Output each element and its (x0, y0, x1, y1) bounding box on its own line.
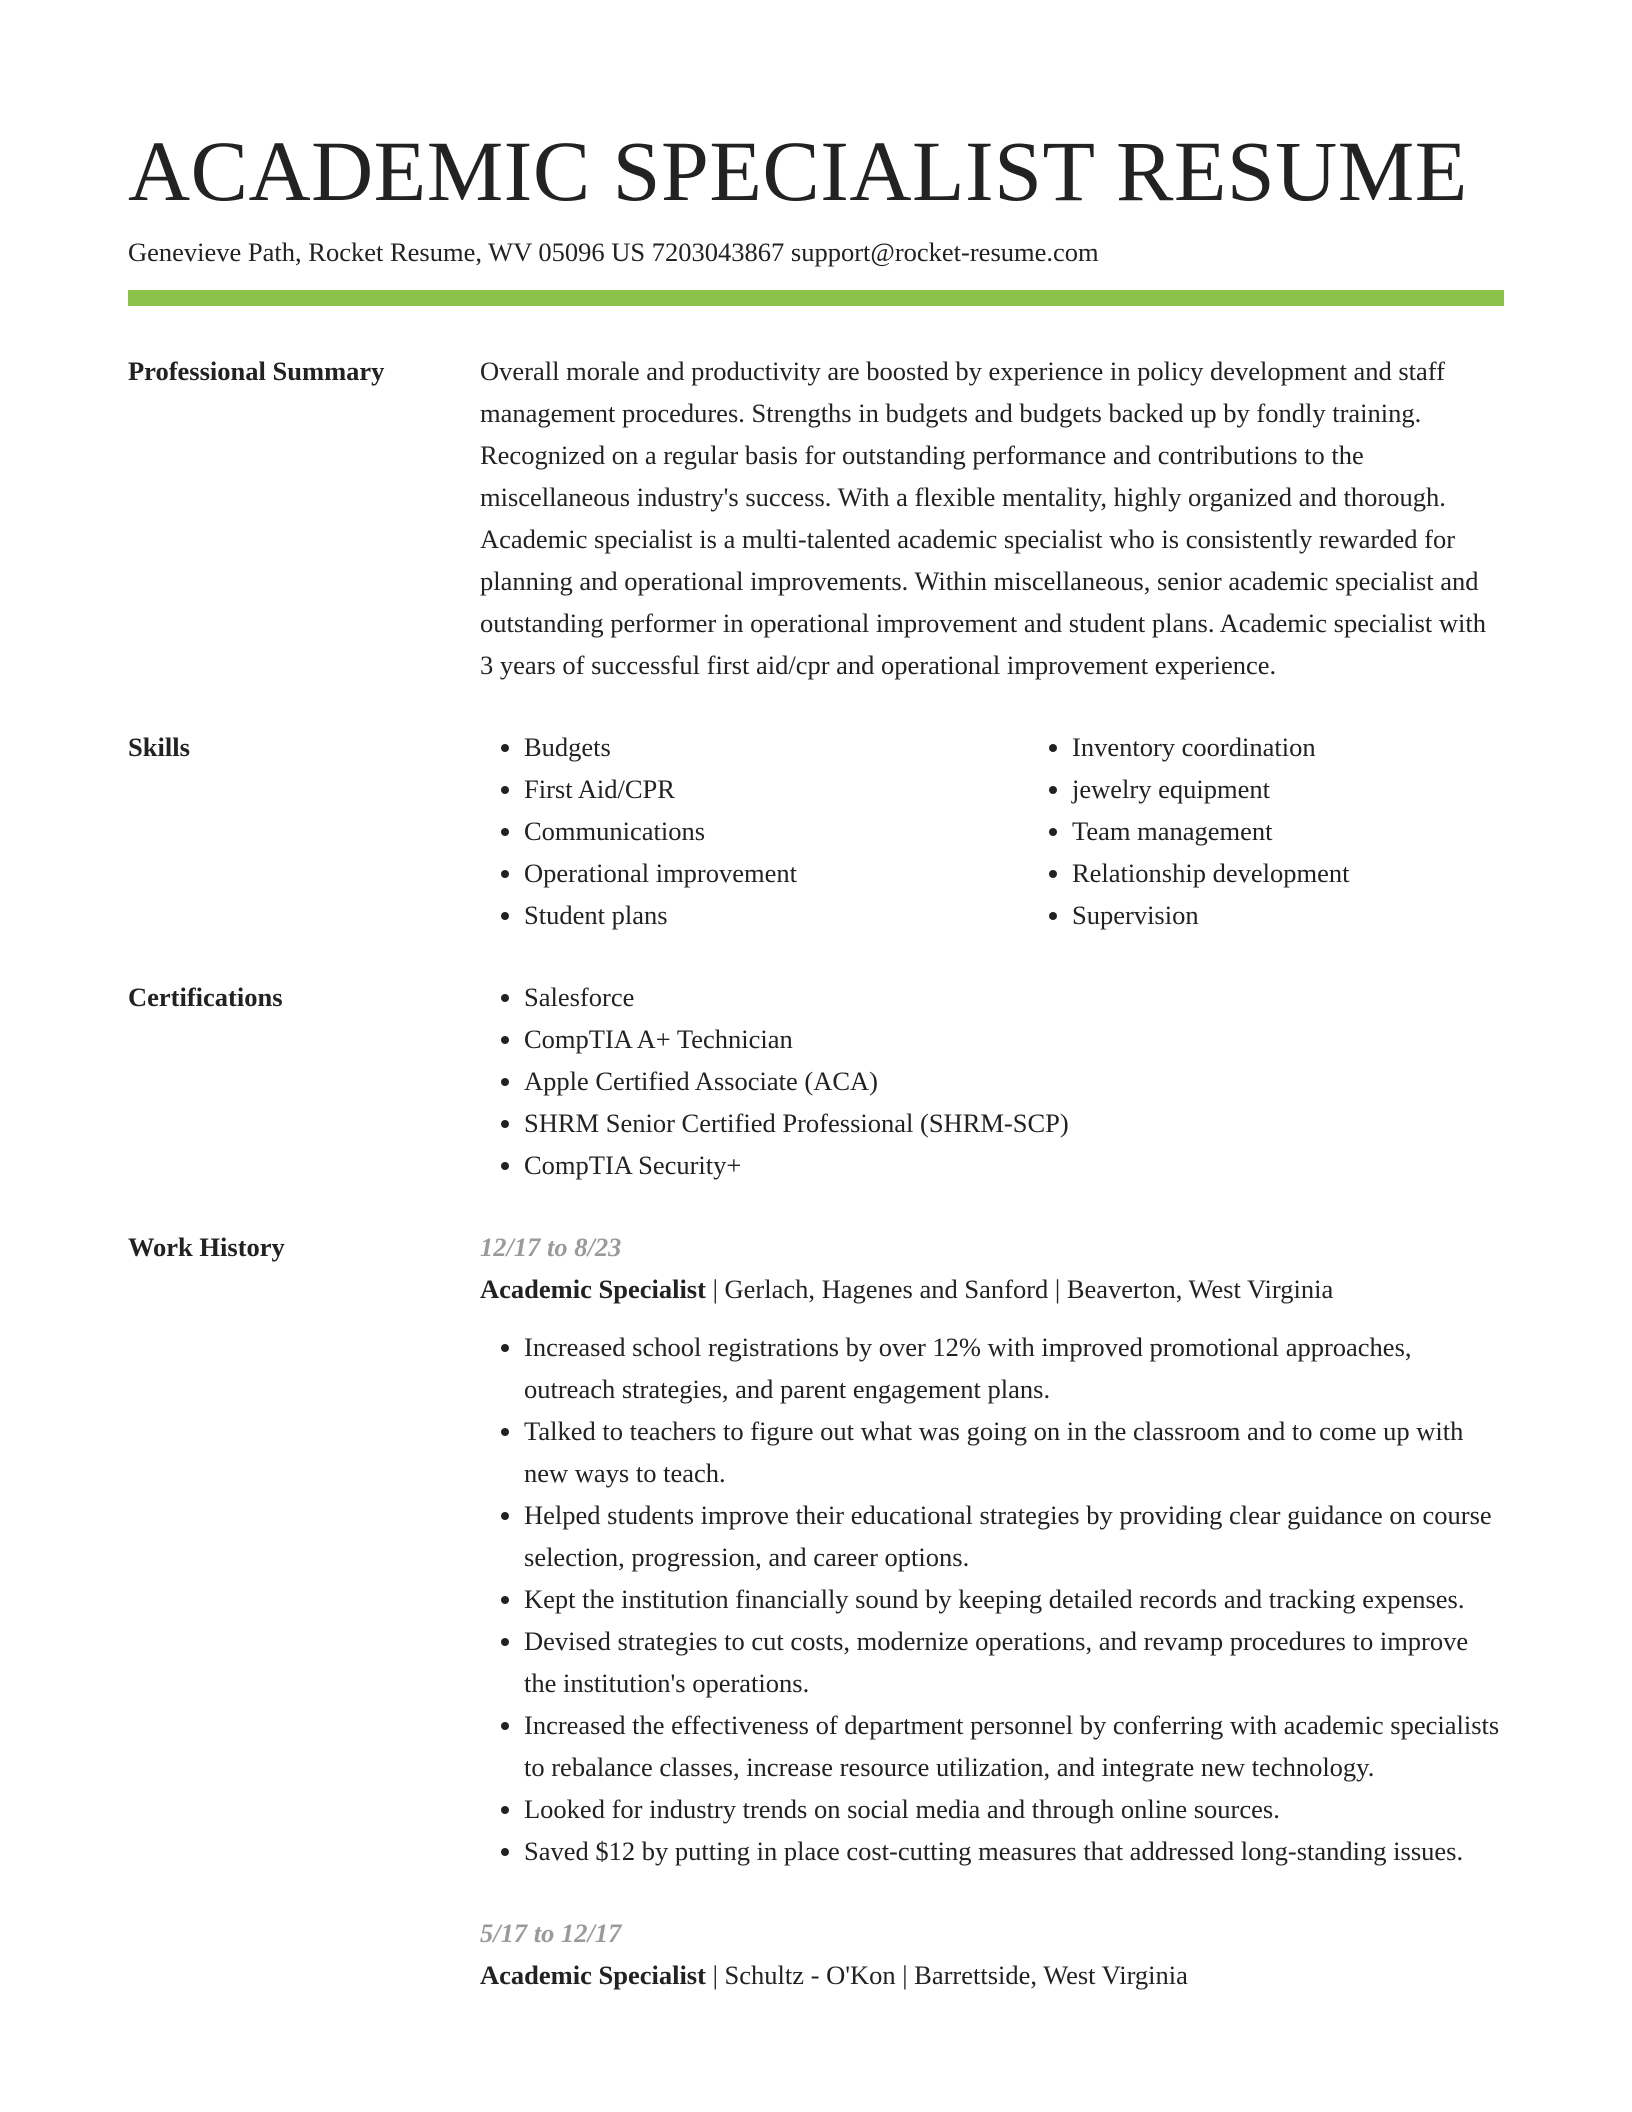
job-dates: 12/17 to 8/23 (480, 1232, 622, 1262)
summary-section (128, 354, 1504, 686)
certification-item: • CompTIA Security+ (524, 1144, 1504, 1186)
job-duty: • Devised strategies to cut costs, modernize operations, and revamp procedures to improve the institution's operations. (524, 1620, 1504, 1704)
work-history-section (128, 1230, 1504, 1996)
job-title: Academic Specialist (480, 1274, 706, 1304)
skills-heading: Skills (128, 732, 190, 762)
summary-heading: Professional Summary (128, 356, 385, 386)
job-heading (480, 1954, 1504, 1996)
job-duty: • Increased the effectiveness of department personnel by conferring with academic specialists to rebalance classes, increase resource utilization, and integrate new technology. (524, 1704, 1504, 1788)
header-divider (128, 290, 1504, 306)
resume-title: ACADEMIC SPECIALIST RESUME (128, 123, 1468, 219)
summary-text: Overall morale and productivity are boosted by experience in policy development and staff management procedures. Strengths in budgets and budgets backed up by fondly training. Recognized on a regular basis for outstanding performance and contributions to the miscellaneous industry's success. With a flexible mentality, highly organized and thorough. Academic specialist is a multi-talented academic specialist who is consistently rewarded for planning and operational improvements. Within miscellaneous, senior academic specialist and outstanding performer in operational improvement and student plans. Academic specialist with 3 years of successful first aid/cpr and operational improvement experience. (480, 356, 1487, 680)
certification-item: • CompTIA A+ Technician (524, 1018, 1504, 1060)
job-details: | Schultz - O'Kon | Barrettside, West Virginia (705, 1960, 1188, 1990)
job-heading (480, 1268, 1504, 1310)
contact-line: Genevieve Path, Rocket Resume, WV 05096 US 7203043867 support@rocket-resume.com (128, 237, 1099, 267)
skill-item: • Student plans (524, 894, 1028, 936)
job-duty: • Kept the institution financially sound by keeping detailed records and tracking expenses. (524, 1578, 1504, 1620)
skill-item: • First Aid/CPR (524, 768, 1028, 810)
skills-list-left (480, 726, 1028, 936)
job-duties-list (480, 1326, 1504, 1872)
certification-item: • Salesforce (524, 976, 1504, 1018)
certifications-body (480, 976, 1504, 1186)
job-duty: • Increased school registrations by over 12% with improved promotional approaches, outreach strategies, and parent engagement plans. (524, 1326, 1504, 1410)
work-history-heading: Work History (128, 1232, 285, 1262)
skill-item: • Communications (524, 810, 1028, 852)
work-history-body (480, 1226, 1504, 1996)
skill-item: • Budgets (524, 726, 1028, 768)
certifications-section (128, 980, 1504, 1186)
skills-list-right (1028, 726, 1576, 936)
skill-item: • Relationship development (1072, 852, 1576, 894)
job-entry (480, 1912, 1504, 1996)
summary-body (480, 350, 1504, 686)
job-dates: 5/17 to 12/17 (480, 1918, 622, 1948)
certification-item: • SHRM Senior Certified Professional (SHRM-SCP) (524, 1102, 1504, 1144)
skill-item: • jewelry equipment (1072, 768, 1576, 810)
job-duty: • Looked for industry trends on social media and through online sources. (524, 1788, 1504, 1830)
job-duty: • Saved $12 by putting in place cost-cutting measures that addressed long-standing issues. (524, 1830, 1504, 1872)
job-duty: • Talked to teachers to figure out what was going on in the classroom and to come up with new ways to teach. (524, 1410, 1504, 1494)
certifications-list (480, 976, 1504, 1186)
skills-columns (480, 726, 1576, 936)
skill-item: • Operational improvement (524, 852, 1028, 894)
job-duty: • Helped students improve their educational strategies by providing clear guidance on course selection, progression, and career options. (524, 1494, 1504, 1578)
skills-body (480, 726, 1576, 936)
job-entry (480, 1226, 1504, 1872)
certifications-heading: Certifications (128, 982, 283, 1012)
resume-page (128, 0, 1504, 1996)
skill-item: • Inventory coordination (1072, 726, 1576, 768)
job-title: Academic Specialist (480, 1960, 706, 1990)
skills-section (128, 730, 1504, 936)
job-details: | Gerlach, Hagenes and Sanford | Beaverton, West Virginia (705, 1274, 1334, 1304)
skill-item: • Supervision (1072, 894, 1576, 936)
skill-item: • Team management (1072, 810, 1576, 852)
certification-item: • Apple Certified Associate (ACA) (524, 1060, 1504, 1102)
